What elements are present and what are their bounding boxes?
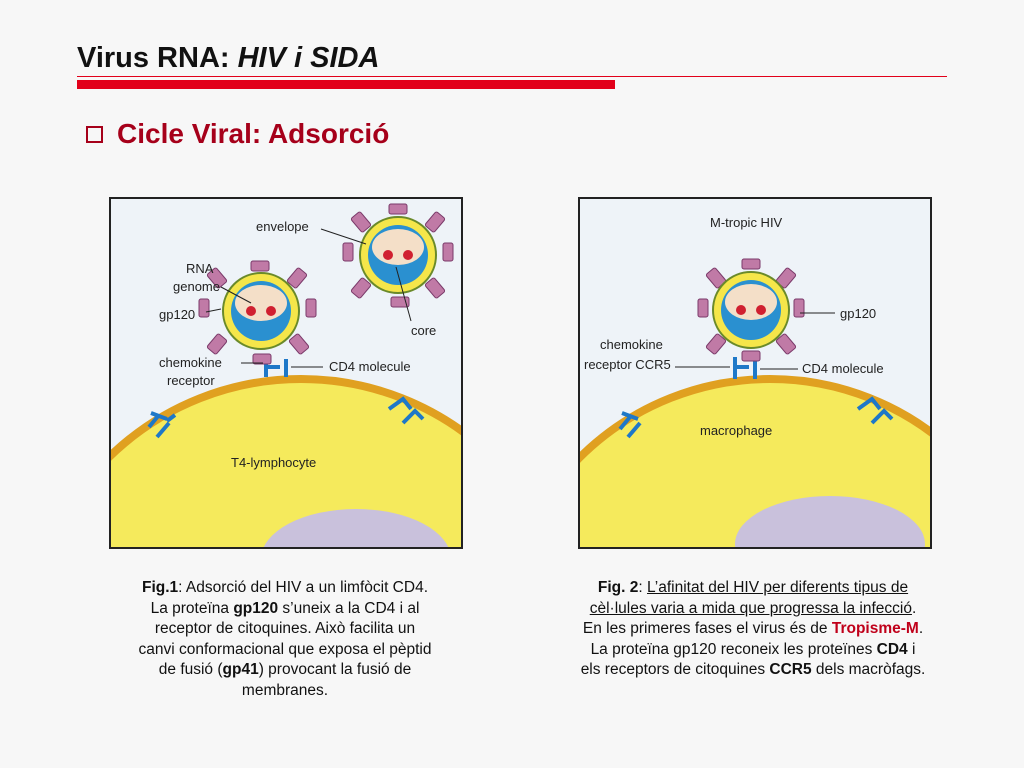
figure-1-caption: [95, 578, 475, 701]
caption-text: ) provocant la fusió de: [258, 661, 412, 678]
title-underline-thin: [77, 76, 947, 77]
caption-text: : Adsorció del HIV a un limfòcit CD4.: [178, 579, 428, 596]
caption-keyword: Tropisme-M: [831, 620, 919, 637]
caption-text: canvi conformacional que exposa el pèptid: [138, 640, 432, 658]
label-receptor: receptor: [167, 373, 215, 388]
title-italic: HIV i SIDA: [237, 42, 380, 74]
label-cd4: CD4 molecule: [802, 361, 884, 376]
label-cd4: CD4 molecule: [329, 359, 411, 374]
caption-text: s’uneix a la CD4 i al: [278, 599, 420, 617]
caption-keyword: CCR5: [769, 661, 812, 678]
caption-text: La proteïna: [150, 599, 234, 617]
caption-text: cèl·lules varia a mida que progressa la infecció: [589, 599, 912, 617]
figure-1-diagram: [109, 197, 463, 549]
caption-text: En les primeres fases el virus és de: [582, 620, 832, 637]
label-gp120: gp120: [159, 307, 196, 322]
caption-fig-label: Fig. 2: [597, 579, 639, 596]
label-cell: macrophage: [700, 423, 773, 438]
caption-text: receptor de citoquines. Això facilita un: [154, 620, 416, 637]
label-gp120: gp120: [840, 306, 877, 321]
caption-keyword: gp120: [233, 599, 279, 617]
slide-title: [77, 42, 379, 75]
virus-particle: [698, 259, 804, 361]
caption-text: i: [907, 640, 916, 658]
section-heading: [86, 118, 389, 150]
section-heading-text: Cicle Viral: Adsorció: [117, 118, 390, 149]
caption-text: de fusió (: [158, 661, 223, 678]
title-plain: Virus RNA:: [77, 42, 238, 74]
caption-fig-label: Fig.1: [142, 579, 179, 596]
figure-2-diagram: [578, 197, 932, 549]
label-receptor-ccr5: receptor CCR5: [584, 357, 671, 372]
label-core: core: [411, 323, 437, 338]
caption-text: .: [911, 599, 917, 617]
label-envelope: envelope: [256, 219, 309, 234]
label-rna: RNA: [186, 261, 214, 276]
label-cell: T4-lymphocyte: [231, 455, 317, 470]
caption-keyword: gp41: [222, 661, 259, 678]
title-underline-bar: [77, 80, 615, 89]
caption-text: dels macròfags.: [811, 661, 926, 678]
caption-text: els receptors de citoquines: [580, 661, 770, 678]
label-chemokine: chemokine: [159, 355, 222, 370]
virus-particle-2: [343, 204, 453, 307]
caption-text: .: [918, 620, 924, 637]
caption-text: membranes.: [241, 681, 329, 699]
figure-2-caption: [522, 578, 984, 681]
label-tropic: M-tropic HIV: [710, 215, 783, 230]
bullet-square-icon: [86, 126, 103, 143]
caption-text: L’afinitat del HIV per diferents tipus de: [647, 579, 909, 596]
caption-keyword: CD4: [876, 640, 908, 658]
label-genome: genome: [173, 279, 220, 294]
caption-text: :: [638, 579, 648, 596]
label-chemokine: chemokine: [600, 337, 663, 352]
caption-text: La proteïna gp120 reconeix les proteïnes: [590, 640, 877, 658]
